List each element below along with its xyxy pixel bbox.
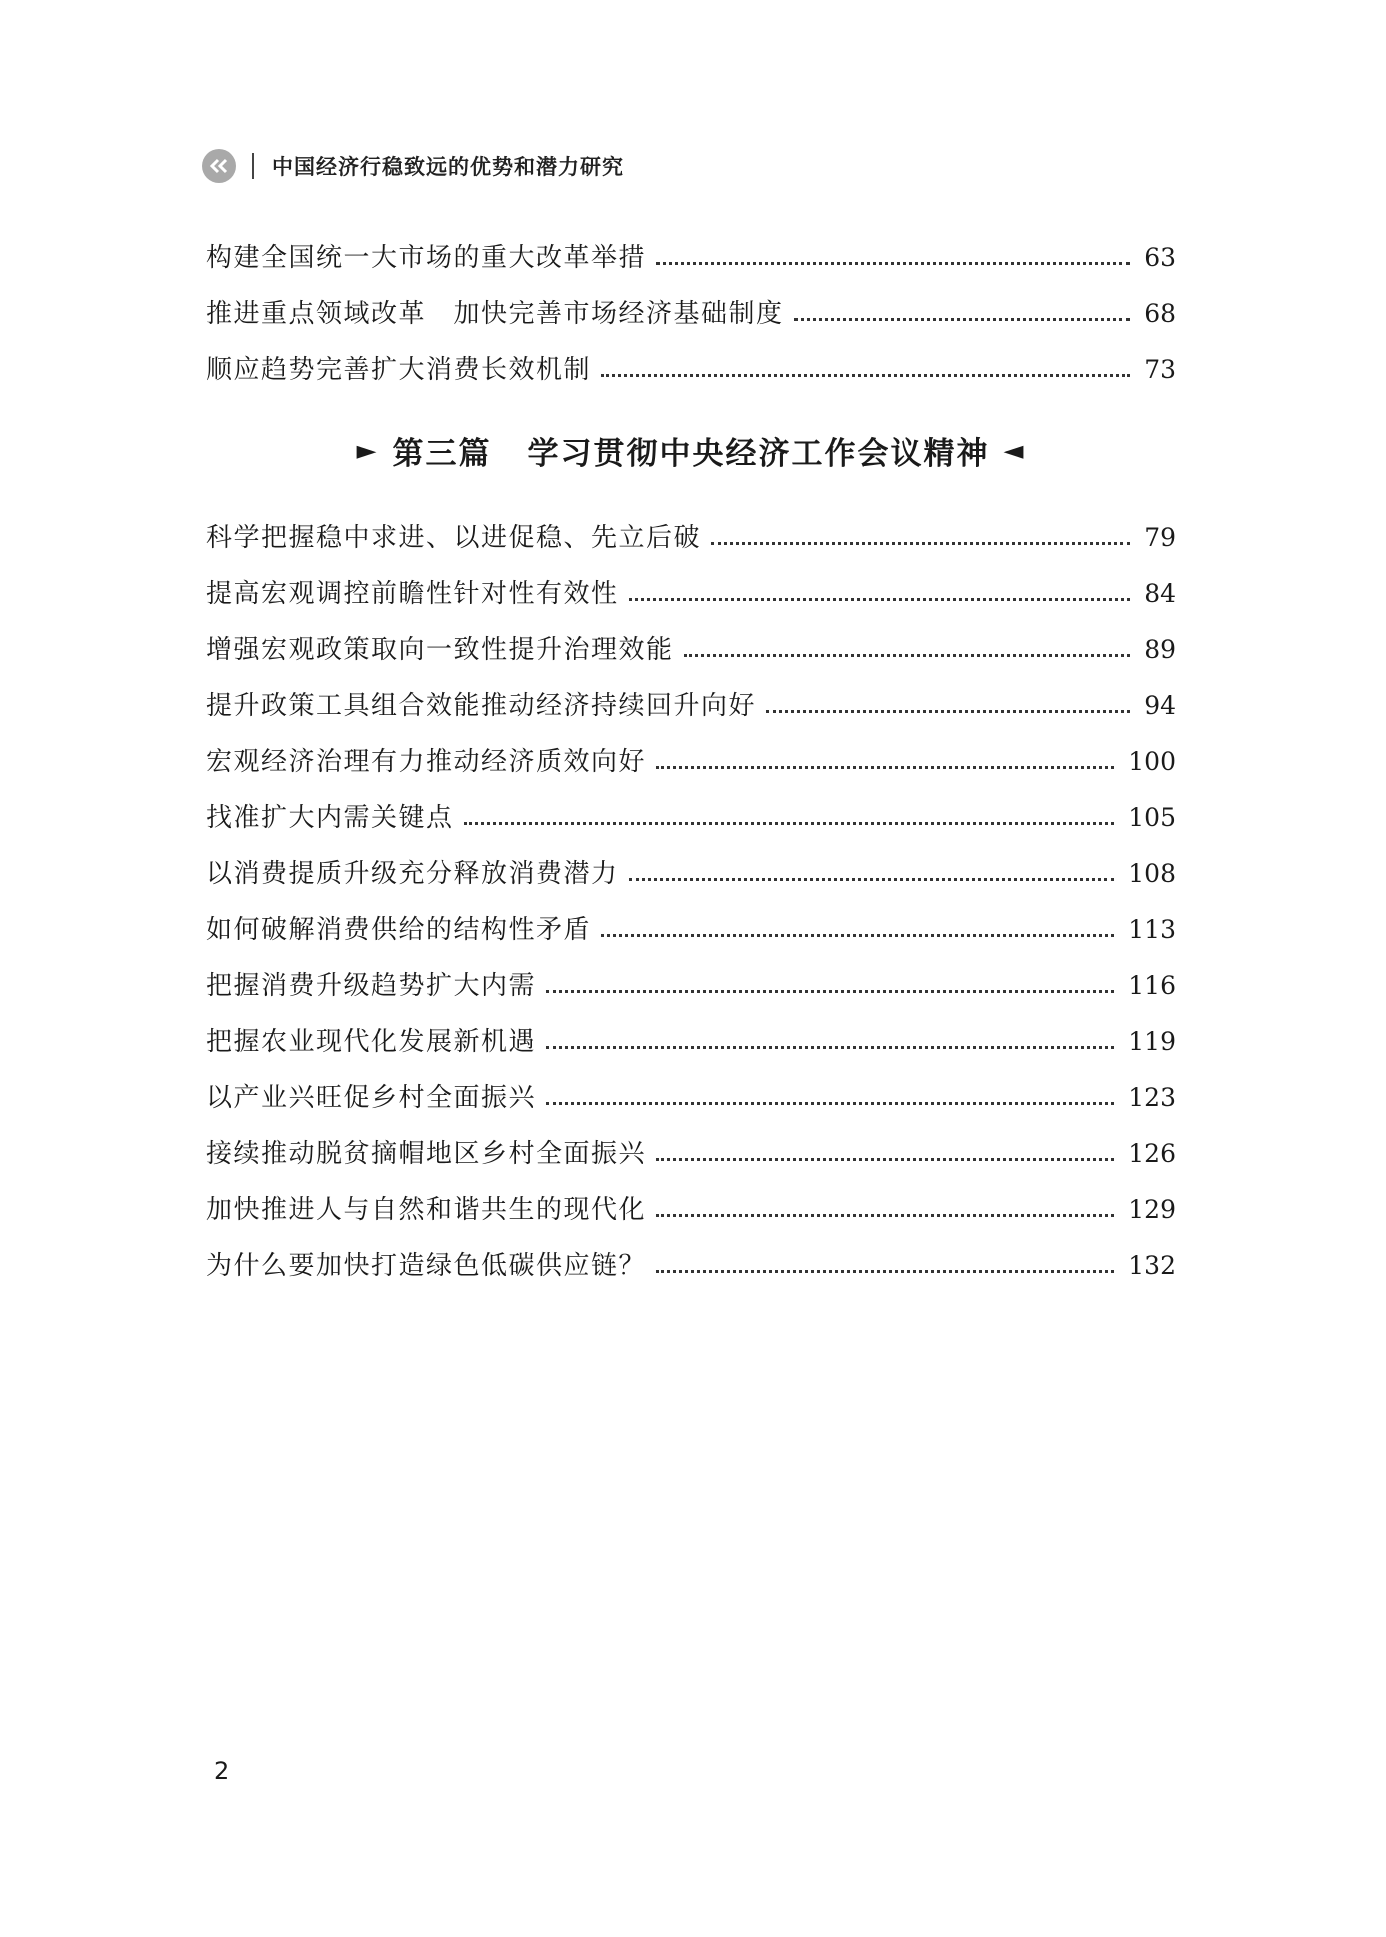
toc-entry-page: 113 [1128,915,1176,944]
toc-entry-page: 68 [1144,299,1176,328]
toc-entry[interactable] [206,510,1176,566]
toc-entry[interactable] [206,902,1176,958]
toc-entry-title: 提升政策工具组合效能推动经济持续回升向好 [206,691,757,721]
left-pointer-icon: ◄ [1003,435,1026,466]
toc-entry-title: 找准扩大内需关键点 [206,803,454,833]
toc-entry[interactable] [206,566,1176,622]
toc-entry[interactable] [206,230,1176,286]
page-number: 2 [214,1757,230,1785]
toc-section-top [206,230,1176,398]
toc-entry-page: 105 [1128,803,1176,832]
toc-entry-page: 84 [1144,579,1176,608]
dot-leader [656,262,1130,265]
toc-entry-title: 宏观经济治理有力推动经济质效向好 [206,747,647,777]
toc-entry-page: 63 [1144,243,1176,272]
toc-entry-page: 100 [1128,747,1176,776]
part-heading [206,428,1176,473]
toc-entry-title: 顺应趋势完善扩大消费长效机制 [206,355,592,385]
toc-entry[interactable] [206,846,1176,902]
dot-leader [766,710,1130,713]
dot-leader [546,990,1114,993]
toc-entry[interactable] [206,1070,1176,1126]
toc-entry-page: 123 [1128,1083,1176,1112]
dot-leader [629,598,1131,601]
toc-entry-page: 79 [1144,523,1176,552]
toc-entry-page: 129 [1128,1195,1176,1224]
toc-entry-page: 126 [1128,1139,1176,1168]
toc-entry[interactable] [206,790,1176,846]
dot-leader [629,878,1115,881]
dot-leader [656,1158,1114,1161]
toc-entry[interactable] [206,958,1176,1014]
toc-entry[interactable] [206,734,1176,790]
toc-entry-title: 加快推进人与自然和谐共生的现代化 [206,1195,647,1225]
dot-leader [656,1214,1114,1217]
right-pointer-icon: ► [356,435,379,466]
toc-entry-title: 为什么要加快打造绿色低碳供应链？ [206,1251,647,1281]
toc-section-part3 [206,510,1176,1294]
dot-leader [656,1270,1114,1273]
toc-entry-page: 119 [1128,1027,1176,1056]
toc-entry-page: 94 [1144,691,1176,720]
dot-leader [656,766,1114,769]
toc-entry-title: 把握消费升级趋势扩大内需 [206,971,537,1001]
dot-leader [711,542,1130,545]
toc-entry-title: 科学把握稳中求进、以进促稳、先立后破 [206,523,702,553]
toc-entry-title: 增强宏观政策取向一致性提升治理效能 [206,635,674,665]
toc-entry[interactable] [206,1014,1176,1070]
dot-leader [684,654,1131,657]
part-label: 第三篇 [392,436,492,472]
toc-entry[interactable] [206,342,1176,398]
toc-entry-title: 接续推动脱贫摘帽地区乡村全面振兴 [206,1139,647,1169]
toc-entry[interactable] [206,286,1176,342]
toc-entry-title: 把握农业现代化发展新机遇 [206,1027,537,1057]
toc-entry[interactable] [206,622,1176,678]
dot-leader [601,934,1114,937]
toc-entry-title: 提高宏观调控前瞻性针对性有效性 [206,579,619,609]
toc-entry-page: 116 [1128,971,1176,1000]
double-chevron-left-icon [202,149,236,183]
header-divider [252,153,254,179]
toc-entry[interactable] [206,1238,1176,1294]
toc-entry-page: 108 [1128,859,1176,888]
dot-leader [546,1046,1114,1049]
dot-leader [464,822,1115,825]
toc-entry[interactable] [206,1182,1176,1238]
book-title: 中国经济行稳致远的优势和潜力研究 [272,155,624,179]
toc-entry-title: 构建全国统一大市场的重大改革举措 [206,243,647,273]
dot-leader [794,318,1131,321]
toc-entry-title: 推进重点领域改革 加快完善市场经济基础制度 [206,299,784,329]
dot-leader [601,374,1130,377]
toc-entry-page: 73 [1144,355,1176,384]
dot-leader [546,1102,1114,1105]
toc-entry-title: 以产业兴旺促乡村全面振兴 [206,1083,537,1113]
toc-entry-page: 132 [1128,1251,1176,1280]
toc-entry[interactable] [206,678,1176,734]
toc-entry[interactable] [206,1126,1176,1182]
part-title: 学习贯彻中央经济工作会议精神 [527,436,990,472]
toc-entry-page: 89 [1144,635,1176,664]
toc-entry-title: 如何破解消费供给的结构性矛盾 [206,915,592,945]
toc-entry-title: 以消费提质升级充分释放消费潜力 [206,859,619,889]
running-head [202,148,624,184]
